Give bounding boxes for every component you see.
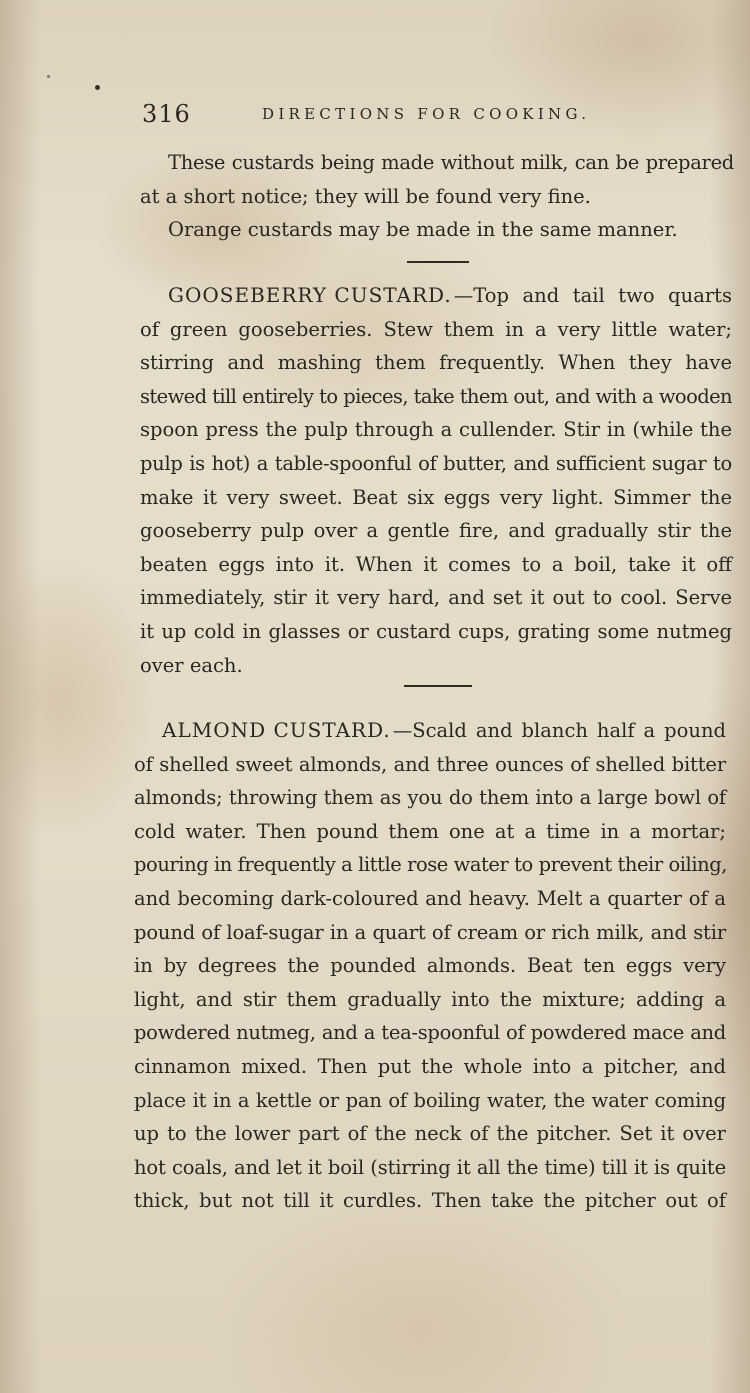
page-number: 316	[142, 100, 191, 128]
text-line: cinnamon mixed. Then put the whole into a pitcher, and	[134, 1054, 726, 1078]
text-line: pouring in frequently a little rose water to prevent their oiling,	[134, 853, 727, 877]
intro-paragraph	[140, 146, 734, 247]
text-fragment: —Scald and blanch half a pound	[392, 719, 726, 742]
text-line: pound of loaf-sugar in a quart of cream or rich milk, and stir	[134, 920, 726, 944]
gooseberry-custard-recipe	[140, 279, 732, 682]
running-head: DIRECTIONS FOR COOKING.	[262, 105, 591, 123]
recipe-title-almond-custard: ALMOND CUSTARD.	[162, 718, 391, 742]
text-line: stewed till entirely to pieces, take them out, and with a wooden	[140, 384, 732, 408]
text-line: up to the lower part of the neck of the pitcher. Set it over	[134, 1122, 726, 1146]
text-line: hot coals, and let it boil (stirring it all the time) till it is quite	[134, 1155, 726, 1179]
ink-speck	[47, 75, 50, 78]
text-line: and becoming dark-coloured and heavy. Melt a quarter of a	[134, 886, 726, 910]
text-line: pulp is hot) a table-spoonful of butter, and sufficient sugar to	[140, 451, 732, 475]
text-line: almonds; throwing them as you do them into a large bowl of	[134, 786, 726, 810]
text-line: at a short notice; they will be found very fine.	[140, 184, 591, 208]
text-line: thick, but not till it curdles. Then take the pitcher out of	[134, 1189, 726, 1213]
section-divider	[404, 685, 472, 687]
text-line	[134, 714, 726, 748]
section-divider	[407, 261, 469, 263]
text-line: spoon press the pulp through a cullender. Stir in (while the	[140, 418, 732, 442]
text-line: make it very sweet. Beat six eggs very light. Simmer the	[140, 485, 732, 509]
text-line: beaten eggs into it. When it comes to a boil, take it off	[140, 552, 732, 576]
text-line: cold water. Then pound them one at a time in a mortar;	[134, 819, 726, 843]
text-line: it up cold in glasses or custard cups, grating some nutmeg	[140, 619, 732, 643]
recipe-title-gooseberry-custard: GOOSEBERRY CUSTARD.	[168, 283, 452, 307]
text-line: gooseberry pulp over a gentle fire, and gradually stir the	[140, 519, 732, 543]
text-line: immediately, stir it very hard, and set it out to cool. Serve	[140, 586, 732, 610]
text-line	[140, 279, 732, 313]
text-line: These custards being made without milk, can be prepared	[168, 151, 734, 174]
text-line: over each.	[140, 653, 243, 677]
text-line: stirring and mashing them frequently. When they have	[140, 351, 732, 375]
text-line: light, and stir them gradually into the mixture; adding a	[134, 987, 726, 1011]
text-line: Orange custards may be made in the same manner.	[168, 218, 678, 242]
text-line: of shelled sweet almonds, and three ounces of shelled bitter	[134, 752, 726, 776]
text-fragment: —Top and tail two quarts	[453, 284, 732, 307]
text-line: in by degrees the pounded almonds. Beat ten eggs very	[134, 954, 726, 978]
almond-custard-recipe	[134, 714, 726, 1218]
text-line: powdered nutmeg, and a tea-spoonful of powdered mace and	[134, 1021, 726, 1045]
page-header	[0, 96, 750, 132]
text-line: place it in a kettle or pan of boiling water, the water coming	[134, 1088, 726, 1112]
ink-speck	[95, 85, 100, 90]
text-line: of green gooseberries. Stew them in a very little water;	[140, 317, 732, 341]
